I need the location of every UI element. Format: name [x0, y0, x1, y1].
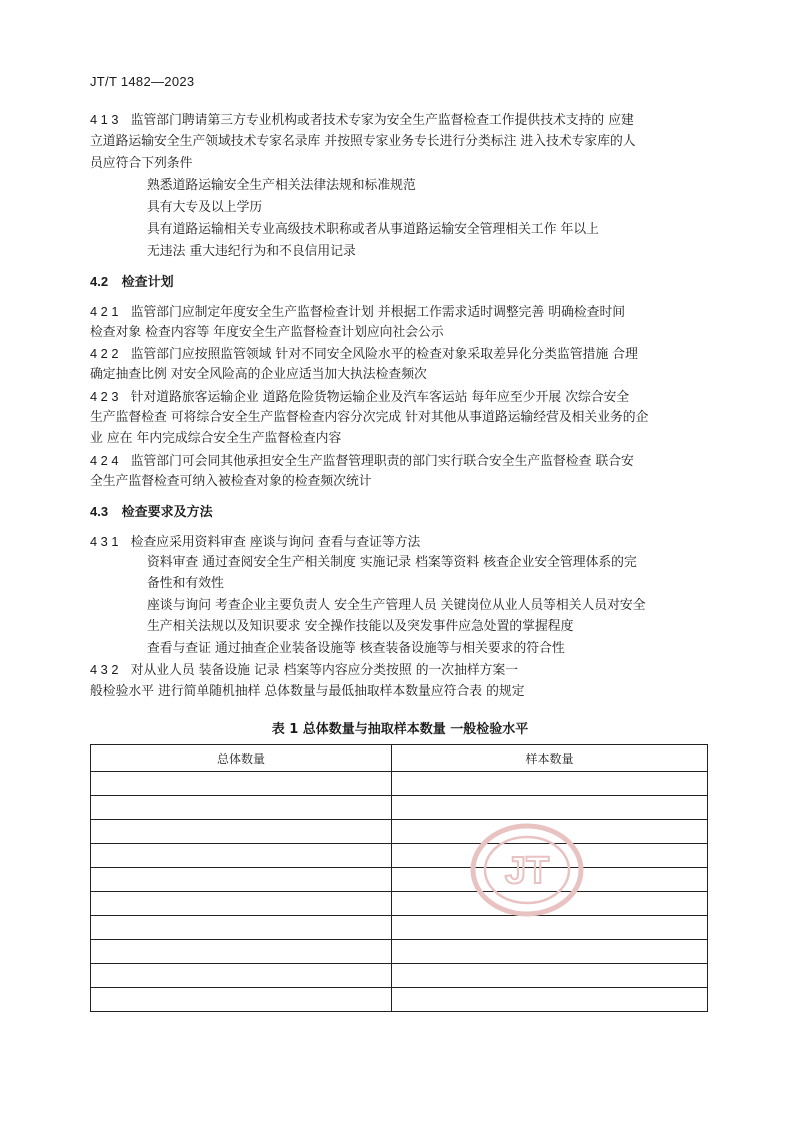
table-cell	[392, 988, 708, 1012]
table-cell	[392, 964, 708, 988]
clause-text: 针对道路旅客运输企业 道路危险货物运输企业及汽车客运站 每年应至少开展 次综合安全	[130, 390, 630, 405]
table-cell	[91, 892, 392, 916]
clause-4-2-1-line-2: 检查对象 检查内容等 年度安全生产监督检查计划应向社会公示	[90, 325, 444, 340]
table-cell	[91, 940, 392, 964]
clause-4-3-2-line-1	[90, 662, 518, 679]
table-cell	[91, 964, 392, 988]
clause-4-2-1-line-1	[90, 304, 625, 321]
table-row	[91, 772, 708, 796]
column-header-population: 总体数量	[91, 745, 392, 772]
clause-text: 监管部门应按照监管领域 针对不同安全风险水平的检查对象采取差异化分类监管措施 合理	[130, 347, 638, 362]
table-cell	[392, 772, 708, 796]
clause-text: 对从业人员 装备设施 记录 档案等内容应分类按照 的一次抽样方案一	[130, 663, 519, 678]
table-cell	[392, 796, 708, 820]
list-item: 具有道路运输相关专业高级技术职称或者从事道路运输安全管理相关工作 年以上	[147, 222, 599, 237]
clause-number: 4 1 3	[90, 112, 119, 127]
list-item-continuation: 生产相关法规以及知识要求 安全操作技能以及突发事件应急处置的掌握程度	[147, 619, 574, 634]
clause-4-2-3-line-3: 业 应在 年内完成综合安全生产监督检查内容	[90, 431, 342, 446]
section-title: 检查计划	[121, 275, 174, 290]
section-number: 4.2	[90, 274, 109, 289]
table-row	[91, 964, 708, 988]
clause-4-2-2-line-2: 确定抽查比例 对安全风险高的企业应适当加大执法检查频次	[90, 367, 427, 382]
table-cell	[91, 988, 392, 1012]
table-header-row	[91, 745, 708, 772]
table-row	[91, 844, 708, 868]
clause-4-2-3-line-2: 生产监督检查 可将综合安全生产监督检查内容分次完成 针对其他从事道路运输经营及相关业务的企	[90, 410, 649, 425]
sampling-table	[90, 744, 708, 1012]
table-row	[91, 916, 708, 940]
clause-number: 4 3 1	[90, 534, 119, 549]
clause-4-3-2-line-2: 般检验水平 进行简单随机抽样 总体数量与最低抽取样本数量应符合表 的规定	[90, 684, 525, 699]
list-item-continuation: 备性和有效性	[147, 576, 224, 591]
clause-4-2-3-line-1	[90, 389, 629, 406]
list-item: 具有大专及以上学历	[147, 200, 263, 215]
section-heading-4-2	[90, 274, 174, 291]
section-heading-4-3	[90, 504, 213, 521]
table-cell	[91, 820, 392, 844]
table-cell	[392, 940, 708, 964]
table-cell	[91, 796, 392, 820]
clause-4-3-1-line-1	[90, 534, 420, 551]
list-item: 座谈与询问 考查企业主要负责人 安全生产管理人员 关键岗位从业人员等相关人员对安全	[147, 598, 646, 613]
list-item: 熟悉道路运输安全生产相关法律法规和标准规范	[147, 178, 416, 193]
clause-4-1-3-line-2: 立道路运输安全生产领域技术专家名录库 并按照专家业务专长进行分类标注 进入技术专家库的人	[90, 134, 636, 149]
clause-number: 4 2 1	[90, 304, 119, 319]
clause-4-2-4-line-1	[90, 453, 634, 470]
clause-number: 4 3 2	[90, 662, 119, 677]
list-item: 查看与查证 通过抽查企业装备设施等 核查装备设施等与相关要求的符合性	[147, 641, 565, 656]
table-row	[91, 940, 708, 964]
clause-text: 检查应采用资料审查 座谈与询问 查看与查证等方法	[130, 535, 421, 550]
clause-text: 监管部门可会同其他承担安全生产监督管理职责的部门实行联合安全生产监督检查 联合安	[130, 454, 634, 469]
seal-lettering: JT	[504, 850, 550, 892]
clause-4-2-2-line-1	[90, 346, 638, 363]
table-row	[91, 796, 708, 820]
clause-text: 监管部门应制定年度安全生产监督检查计划 并根据工作需求适时调整完善 明确检查时间	[130, 305, 626, 320]
clause-number: 4 2 3	[90, 389, 119, 404]
table-caption: 表 1 总体数量与抽取样本数量 一般检验水平	[271, 722, 529, 737]
table-row	[91, 988, 708, 1012]
section-title: 检查要求及方法	[121, 505, 213, 520]
section-number: 4.3	[90, 504, 109, 519]
clause-text: 监管部门聘请第三方专业机构或者技术专家为安全生产监督检查工作提供技术支持的 应建	[130, 113, 634, 128]
table-row	[91, 868, 708, 892]
table-cell	[91, 868, 392, 892]
clause-4-1-3-line-3: 员应符合下列条件	[90, 156, 193, 171]
list-item: 资料审查 通过查阅安全生产相关制度 实施记录 档案等资料 核查企业安全管理体系的完	[147, 555, 637, 570]
table-cell	[91, 916, 392, 940]
table-cell	[91, 844, 392, 868]
clause-number: 4 2 4	[90, 453, 119, 468]
document-number: JT/T 1482—2023	[90, 74, 195, 89]
clause-number: 4 2 2	[90, 346, 119, 361]
clause-4-1-3-line-1	[90, 112, 634, 129]
jt-watermark-seal	[468, 820, 586, 920]
clause-4-2-4-line-2: 全生产监督检查可纳入被检查对象的检查频次统计	[90, 474, 372, 489]
table-row	[91, 892, 708, 916]
table-cell	[91, 772, 392, 796]
list-item: 无违法 重大违纪行为和不良信用记录	[147, 244, 356, 259]
column-header-sample: 样本数量	[392, 745, 708, 772]
table-row	[91, 820, 708, 844]
